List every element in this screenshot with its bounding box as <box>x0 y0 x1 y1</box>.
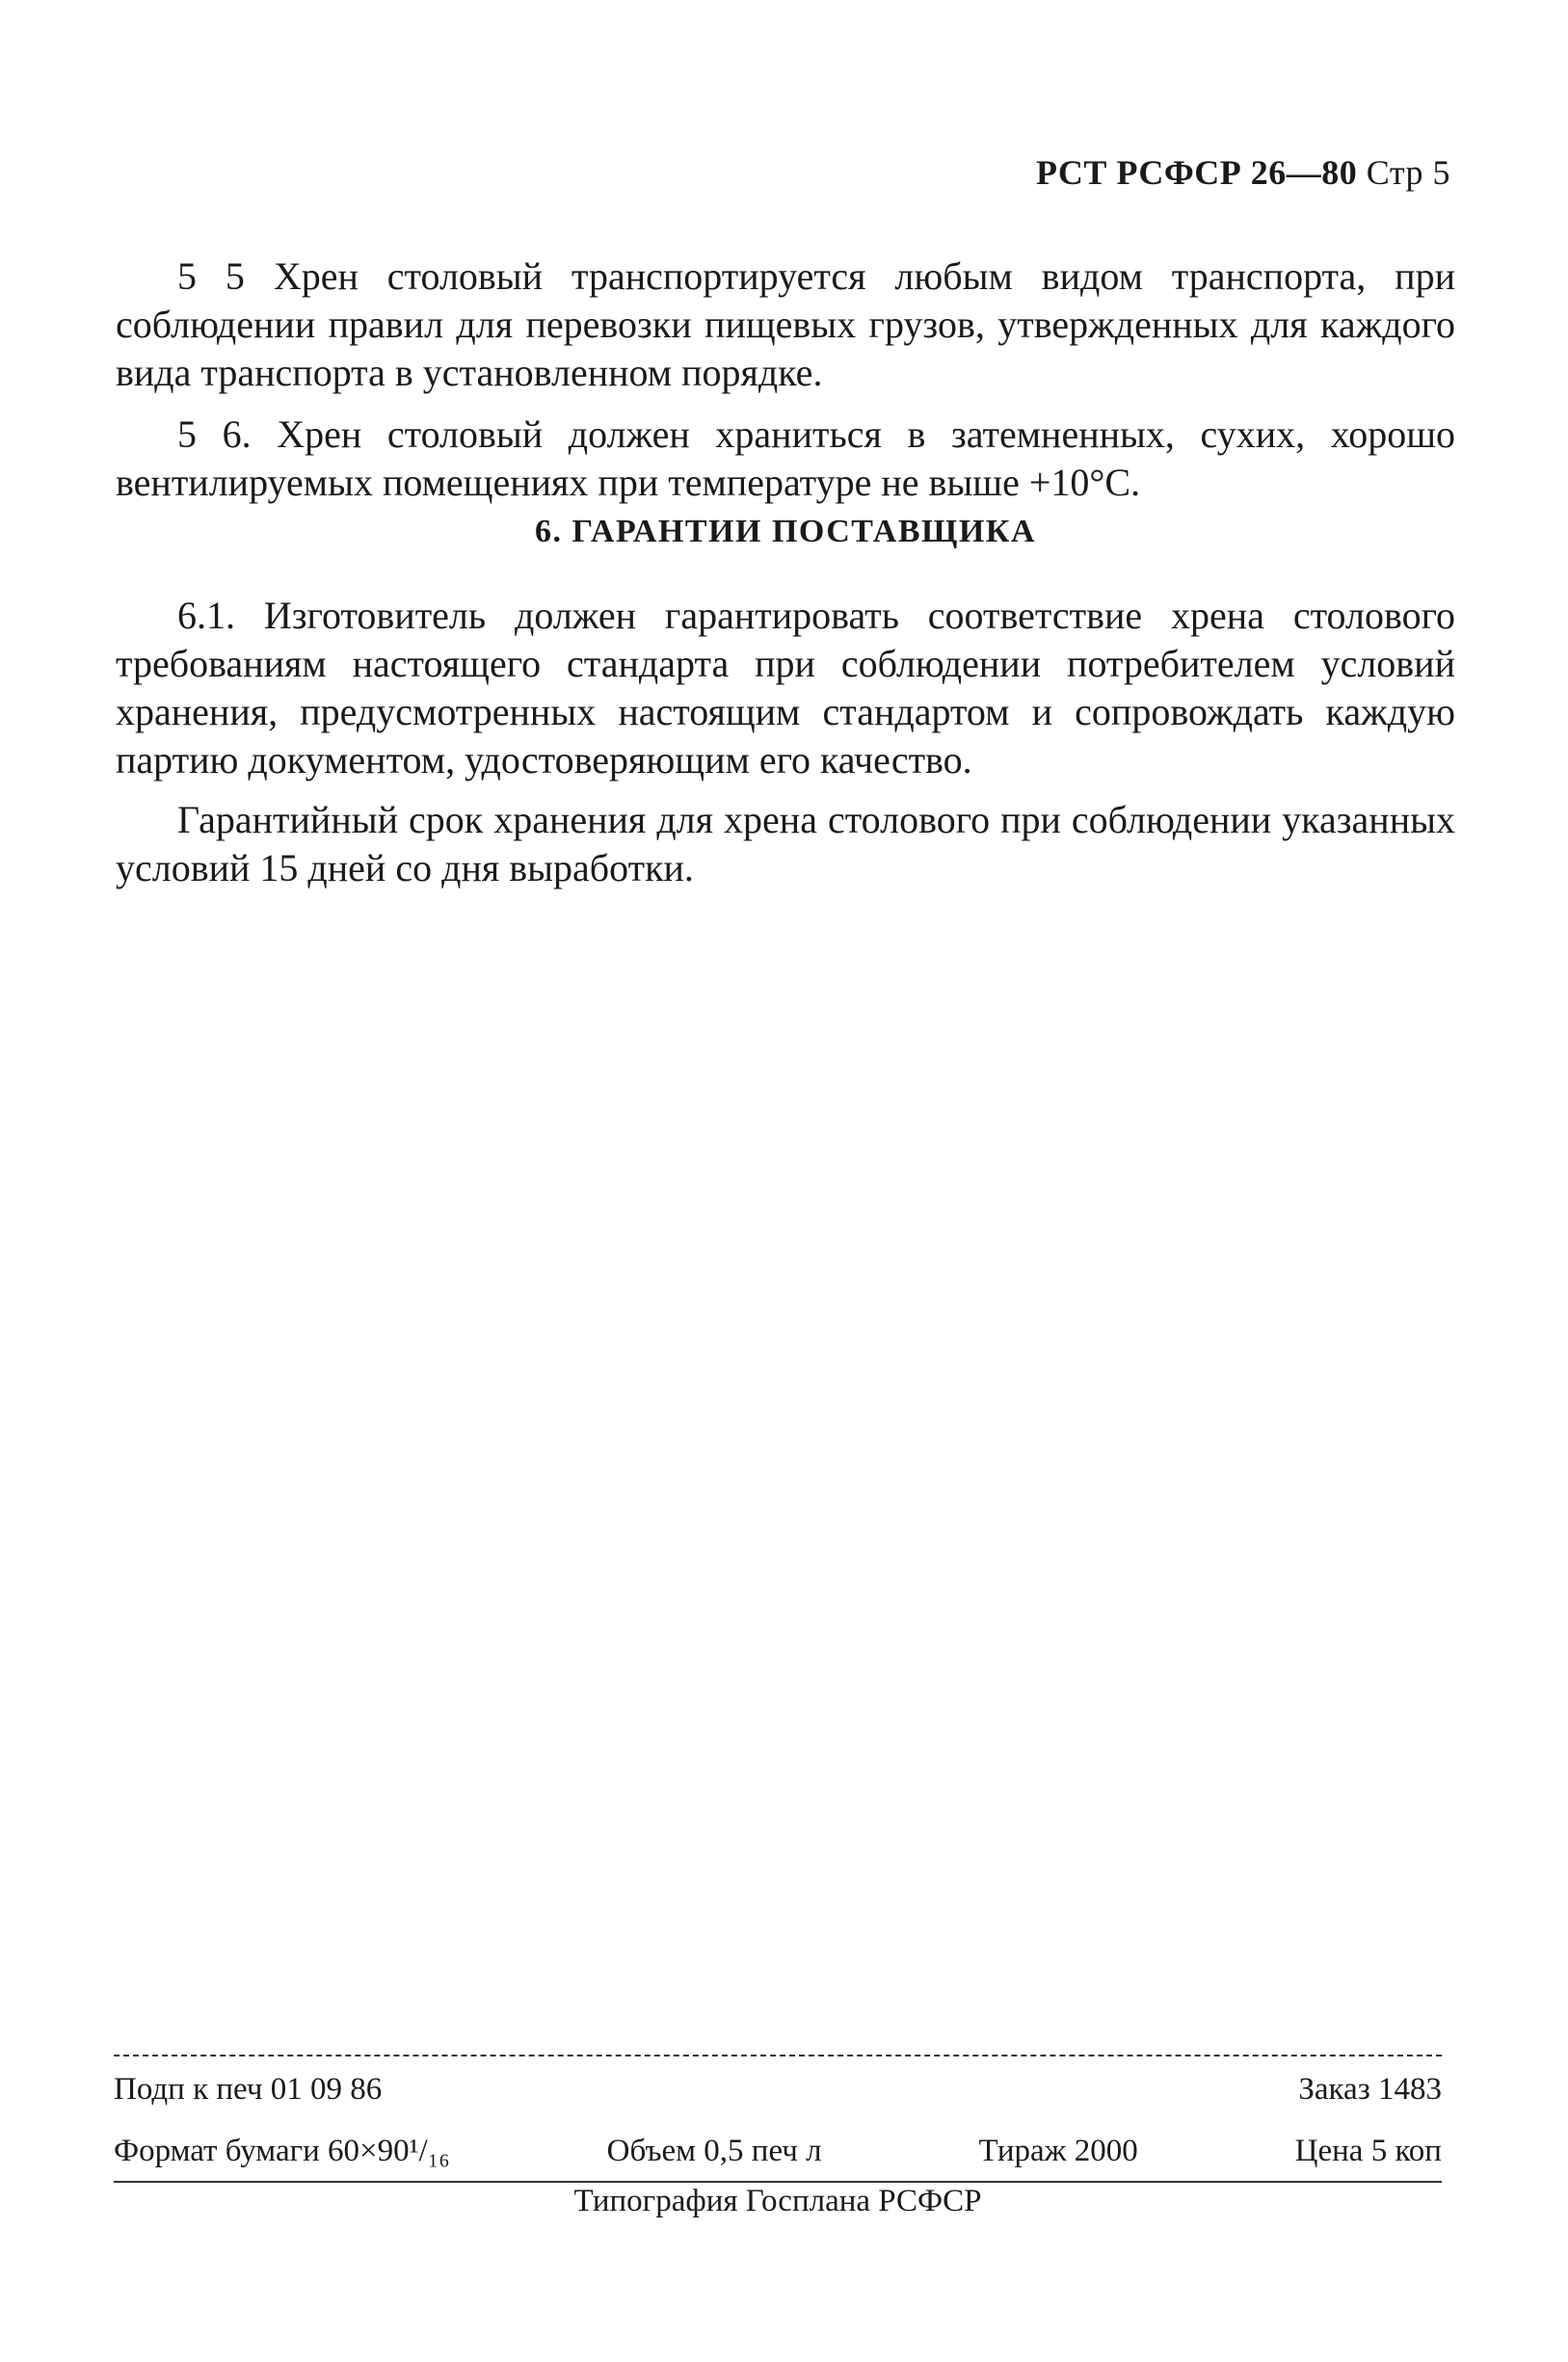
price: Цена 5 коп <box>1294 2134 1442 2168</box>
imprint-top-rule <box>114 2055 1442 2057</box>
section-6-heading: 6. ГАРАНТИИ ПОСТАВЩИКА <box>534 514 1037 549</box>
imprint-row-1 <box>114 2072 1442 2108</box>
section-5-text <box>116 252 1455 520</box>
imprint-bottom-rule <box>114 2181 1442 2183</box>
section-6-text <box>116 592 1455 904</box>
paragraph-warranty-term: Гарантийный срок хранения для хрена столового при соблюдении указанных условий 15 дней со дня выработки. <box>116 798 1455 889</box>
signed-to-print: Подп к печ 01 09 86 <box>114 2072 383 2107</box>
paragraph-5-6: 5 6. Хрен столовый должен храниться в затемненных, сухих, хорошо вентилируемых помещениях при температуре не выше +10°C. <box>116 412 1455 504</box>
circulation: Тираж 2000 <box>978 2134 1138 2168</box>
printer-name: Типография Госплана РСФСР <box>573 2184 982 2218</box>
running-head <box>1036 152 1450 193</box>
standard-number: РСТ РСФСР 26—80 <box>1036 153 1358 192</box>
order-number: Заказ 1483 <box>1298 2072 1442 2107</box>
page-number: Стр 5 <box>1366 153 1450 192</box>
imprint-row-2 <box>114 2134 1442 2169</box>
paragraph-6-1: 6.1. Изготовитель должен гарантировать соответствие хрена столового требованиям настоящего стандарта при соблюдении потребителем условий хранения, предусмотренных настоящим стандартом и сопровождать каждую партию документом, удостоверяющим его качество. <box>116 594 1455 782</box>
print-volume: Объем 0,5 печ л <box>606 2134 822 2168</box>
paper-format: Формат бумаги 60×90¹/₁₆ <box>114 2134 450 2168</box>
paragraph-5-5: 5 5 Хрен столовый транспортируется любым видом транспорта, при соблюдении правил для перевозки пищевых грузов, утвержденных для каждого вида транспорта в установленном порядке. <box>116 254 1455 394</box>
